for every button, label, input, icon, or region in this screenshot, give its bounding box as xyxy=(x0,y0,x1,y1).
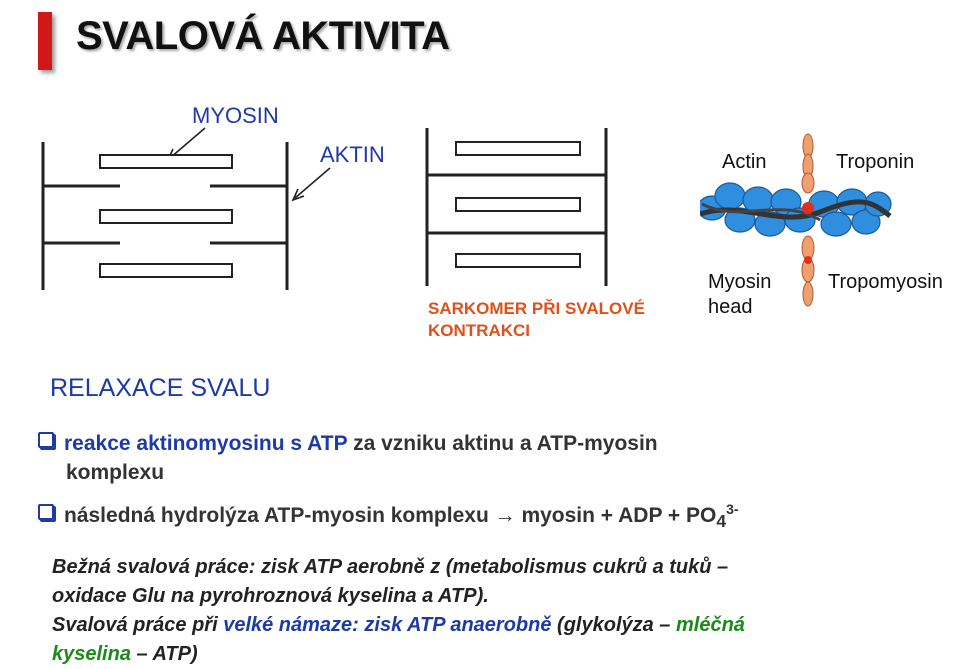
checkbox-bullet-icon xyxy=(38,432,54,448)
bullet-2-part1: následná hydrolýza ATP-myosin komplexu xyxy=(64,504,495,527)
paragraph-2-p2: velké námaze: zisk ATP anaerobně xyxy=(223,614,552,636)
paragraph-2-p1: Svalová práce při xyxy=(52,614,224,636)
caption-line-2: KONTRAKCI xyxy=(428,321,530,340)
photo-label-actin: Actin xyxy=(722,151,767,173)
page-title: SVALOVÁ AKTIVITA xyxy=(76,14,450,58)
paragraph-2-p6: – ATP) xyxy=(130,643,198,665)
arrow-icon: → xyxy=(494,504,516,527)
checkbox-bullet-icon xyxy=(38,504,54,520)
paragraph-1-line-1: Bežná svalová práce: zisk ATP aerobně z (metabolismus cukrů a tuků – xyxy=(52,556,729,578)
sarcomere-caption xyxy=(428,298,645,342)
bullet-2-superscript: 3- xyxy=(726,501,739,517)
paragraph-2-line-1 xyxy=(52,611,952,640)
contracted-sarcomere xyxy=(427,128,606,286)
bullet-2-subscript: 4 xyxy=(716,511,727,532)
relaxed-sarcomere xyxy=(43,142,287,290)
sarcomere-diagram xyxy=(0,0,700,300)
photo-label-head: head xyxy=(708,296,753,318)
bullet-1-part1: reakce aktinomyosinu s ATP xyxy=(64,432,348,455)
bullet-2-part2: myosin + ADP + PO xyxy=(515,504,717,527)
photo-label-tropomyosin: Tropomyosin xyxy=(828,271,943,293)
paragraph-1-line-2: oxidace Glu na pyrohroznová kyselina a ATP). xyxy=(52,585,489,607)
caption-line-1: SARKOMER PŘI SVALOVÉ xyxy=(428,299,645,318)
bullet-1 xyxy=(38,429,938,487)
myosin-label: MYOSIN xyxy=(192,103,279,128)
bullet-1-part2: za vzniku aktinu a ATP-myosin xyxy=(347,432,658,455)
aktin-pointer-arrow xyxy=(293,168,330,200)
paragraph-2 xyxy=(52,611,952,669)
aktin-label: AKTIN xyxy=(320,142,385,167)
bullet-2 xyxy=(38,495,938,536)
paragraph-1 xyxy=(52,553,952,611)
paragraph-2-p5: kyselina xyxy=(52,643,131,665)
section-heading: RELAXACE SVALU xyxy=(50,374,271,402)
photo-label-myosin: Myosin xyxy=(708,271,772,293)
paragraph-2-p3: (glykolýza – xyxy=(551,614,676,636)
actin-troponin-illustration xyxy=(700,88,952,330)
photo-label-troponin: Troponin xyxy=(836,151,915,173)
paragraph-2-line-2 xyxy=(52,640,952,669)
paragraph-2-p4: mléčná xyxy=(675,614,745,636)
bullet-1-part3: komplexu xyxy=(66,461,165,484)
